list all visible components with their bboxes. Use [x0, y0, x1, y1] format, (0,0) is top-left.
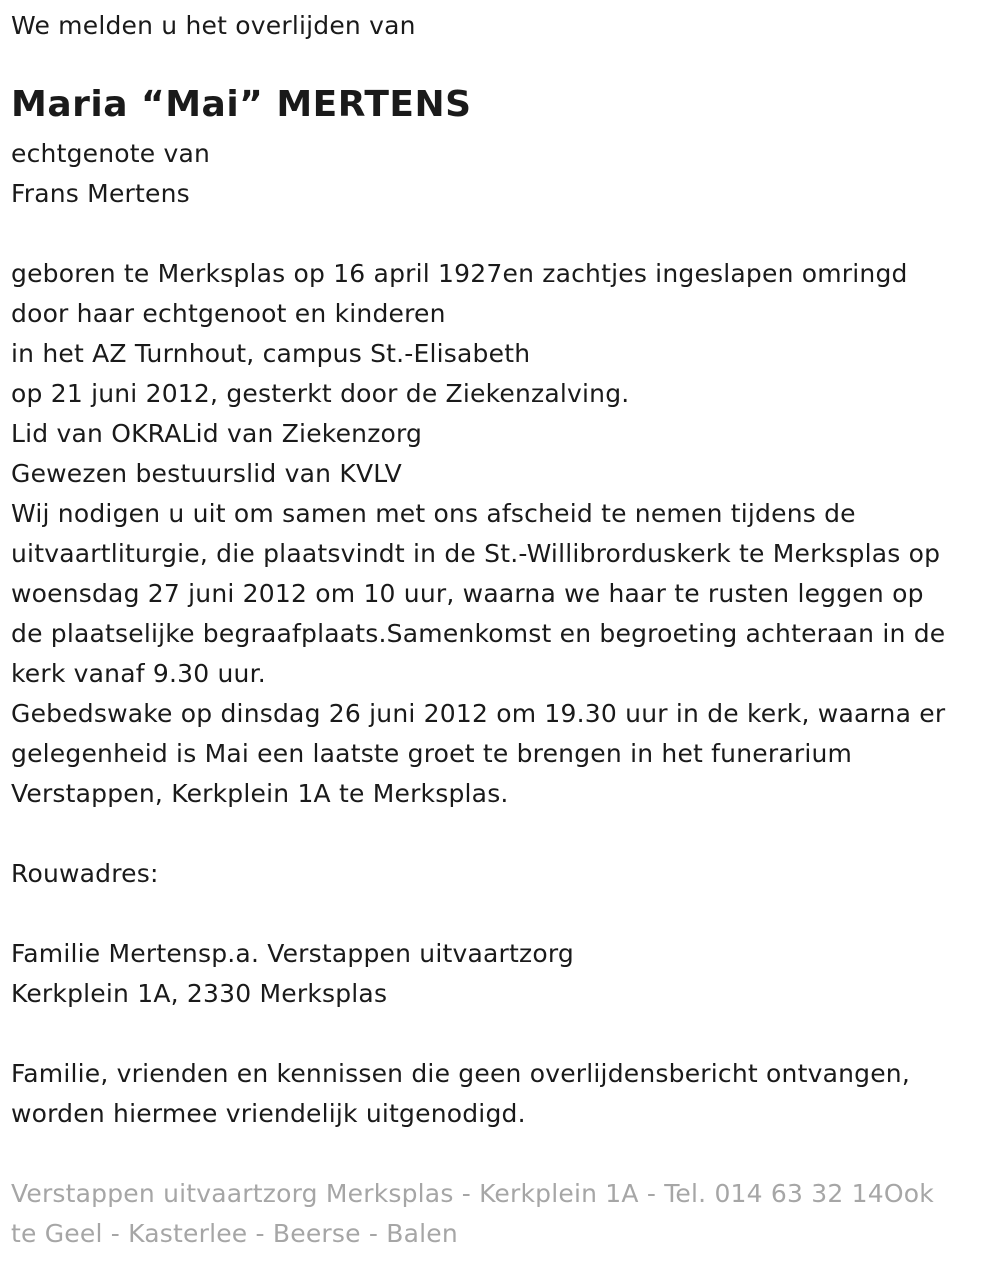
address-line: Familie Mertensp.a. Verstappen uitvaartzorg [11, 939, 574, 968]
body-line: Verstappen, Kerkplein 1A te Merksplas. [11, 779, 509, 808]
invite-line: worden hiermee vriendelijk uitgenodigd. [11, 1099, 526, 1128]
body-line: woensdag 27 juni 2012 om 10 uur, waarna we haar te rusten leggen op [11, 579, 924, 608]
rouwadres-address [11, 934, 574, 1014]
address-line: Kerkplein 1A, 2330 Merksplas [11, 979, 388, 1008]
body-line: de plaatselijke begraafplaats.Samenkomst en begroeting achteraan in de [11, 619, 946, 648]
spouse-block [11, 134, 210, 214]
body-line: gelegenheid is Mai een laatste groet te brengen in het funerarium [11, 739, 853, 768]
body-line: Lid van OKRALid van Ziekenzorg [11, 419, 423, 448]
intro-text: We melden u het overlijden van [11, 11, 416, 40]
body-line: in het AZ Turnhout, campus St.-Elisabeth [11, 339, 531, 368]
spouse-line: Frans Mertens [11, 179, 190, 208]
rouwadres-label: Rouwadres: [11, 859, 159, 888]
deceased-name: Maria “Mai” MERTENS [11, 84, 472, 125]
body-line: uitvaartliturgie, die plaatsvindt in de St.-Willibrorduskerk te Merksplas op [11, 539, 941, 568]
body-line: op 21 juni 2012, gesterkt door de Ziekenzalving. [11, 379, 630, 408]
body-line: geboren te Merksplas op 16 april 1927en zachtjes ingeslapen omringd [11, 259, 908, 288]
body-line: Gewezen bestuurslid van KVLV [11, 459, 402, 488]
invite-line: Familie, vrienden en kennissen die geen overlijdensbericht ontvangen, [11, 1059, 910, 1088]
footer-line: Verstappen uitvaartzorg Merksplas - Kerkplein 1A - Tel. 014 63 32 14Ook [11, 1179, 934, 1208]
body-line: Wij nodigen u uit om samen met ons afscheid te nemen tijdens de [11, 499, 856, 528]
spouse-line: echtgenote van [11, 139, 211, 168]
body-line: kerk vanaf 9.30 uur. [11, 659, 266, 688]
funeral-home-footer [11, 1174, 934, 1254]
invitation-text [11, 1054, 910, 1134]
body-line: door haar echtgenoot en kinderen [11, 299, 446, 328]
footer-line: te Geel - Kasterlee - Beerse - Balen [11, 1219, 458, 1248]
notice-body [11, 254, 945, 814]
body-line: Gebedswake op dinsdag 26 juni 2012 om 19.30 uur in de kerk, waarna er [11, 699, 946, 728]
